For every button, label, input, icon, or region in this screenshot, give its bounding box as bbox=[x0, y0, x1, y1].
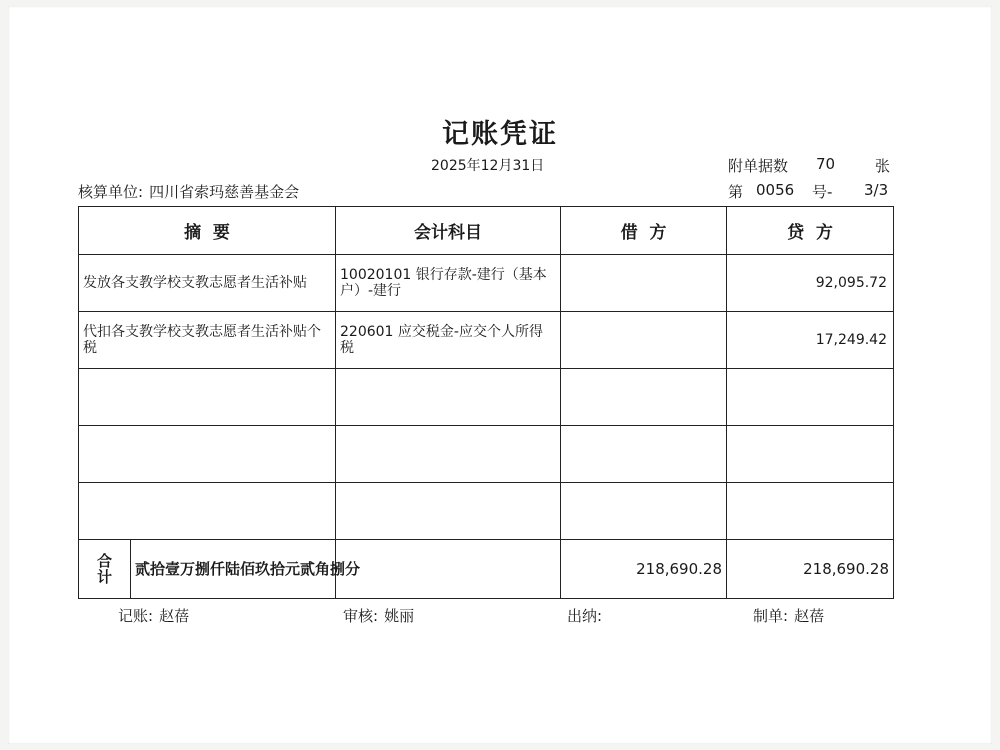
table-row bbox=[79, 483, 894, 540]
unit-label: 核算单位: bbox=[78, 183, 144, 201]
table-row bbox=[79, 369, 894, 426]
preparer-name: 赵蓓 bbox=[794, 607, 825, 625]
signature-reviewer bbox=[343, 605, 414, 626]
row-account bbox=[336, 426, 561, 483]
voucher-no-value: 0056 bbox=[756, 181, 795, 199]
table-row bbox=[79, 255, 894, 312]
row-account: 220601 应交税金-应交个人所得税 bbox=[336, 312, 561, 369]
table-row bbox=[79, 426, 894, 483]
header-debit: 借 方 bbox=[561, 207, 727, 255]
total-cell bbox=[79, 540, 361, 599]
unit-name: 四川省索玛慈善基金会 bbox=[149, 183, 300, 201]
row-account: 10020101 银行存款-建行（基本户）-建行 bbox=[336, 255, 561, 312]
header-summary: 摘 要 bbox=[79, 207, 336, 255]
row-credit bbox=[727, 426, 894, 483]
voucher-no-suffix: 号- bbox=[812, 183, 833, 201]
row-debit bbox=[561, 369, 727, 426]
total-label: 合计 bbox=[97, 552, 131, 586]
row-debit bbox=[561, 426, 727, 483]
header-credit: 贷 方 bbox=[727, 207, 894, 255]
signature-cashier bbox=[567, 605, 608, 626]
reviewer-name: 姚丽 bbox=[384, 607, 415, 625]
row-credit: 92,095.72 bbox=[727, 255, 894, 312]
attachment-count bbox=[728, 155, 893, 176]
signature-bookkeeper bbox=[118, 605, 189, 626]
row-summary bbox=[79, 369, 336, 426]
row-credit: 17,249.42 bbox=[727, 312, 894, 369]
accounting-unit bbox=[78, 181, 299, 202]
attachment-number: 70 bbox=[816, 155, 836, 173]
bookkeeper-label: 记账: bbox=[118, 607, 154, 625]
voucher-number bbox=[728, 181, 893, 202]
header-account: 会计科目 bbox=[336, 207, 561, 255]
voucher-title: 记账凭证 bbox=[442, 119, 558, 150]
attachment-label: 附单据数 bbox=[728, 157, 789, 175]
row-debit bbox=[561, 312, 727, 369]
row-credit bbox=[727, 369, 894, 426]
voucher-no-prefix: 第 bbox=[728, 183, 744, 201]
row-debit bbox=[561, 483, 727, 540]
row-debit bbox=[561, 255, 727, 312]
reviewer-label: 审核: bbox=[343, 607, 379, 625]
total-row bbox=[79, 540, 894, 599]
total-credit: 218,690.28 bbox=[727, 540, 894, 599]
cashier-label: 出纳: bbox=[567, 607, 603, 625]
table-header-row bbox=[79, 207, 894, 255]
row-summary bbox=[79, 483, 336, 540]
row-summary: 发放各支教学校支教志愿者生活补贴 bbox=[79, 255, 336, 312]
row-account bbox=[336, 483, 561, 540]
row-summary: 代扣各支教学校支教志愿者生活补贴个税 bbox=[79, 312, 336, 369]
row-summary bbox=[79, 426, 336, 483]
total-amount-words: 贰拾壹万捌仟陆佰玖拾元贰角捌分 bbox=[130, 540, 360, 598]
preparer-label: 制单: bbox=[753, 607, 789, 625]
attachment-unit: 张 bbox=[875, 157, 891, 175]
table-row bbox=[79, 312, 894, 369]
voucher-date: 2025年12月31日 bbox=[431, 158, 545, 174]
total-debit: 218,690.28 bbox=[561, 540, 727, 599]
voucher-table bbox=[78, 206, 894, 599]
bookkeeper-name: 赵蓓 bbox=[159, 607, 190, 625]
row-account bbox=[336, 369, 561, 426]
row-credit bbox=[727, 483, 894, 540]
voucher-page: 3/3 bbox=[864, 181, 889, 199]
signature-preparer bbox=[753, 605, 824, 626]
total-spacer bbox=[336, 540, 561, 599]
